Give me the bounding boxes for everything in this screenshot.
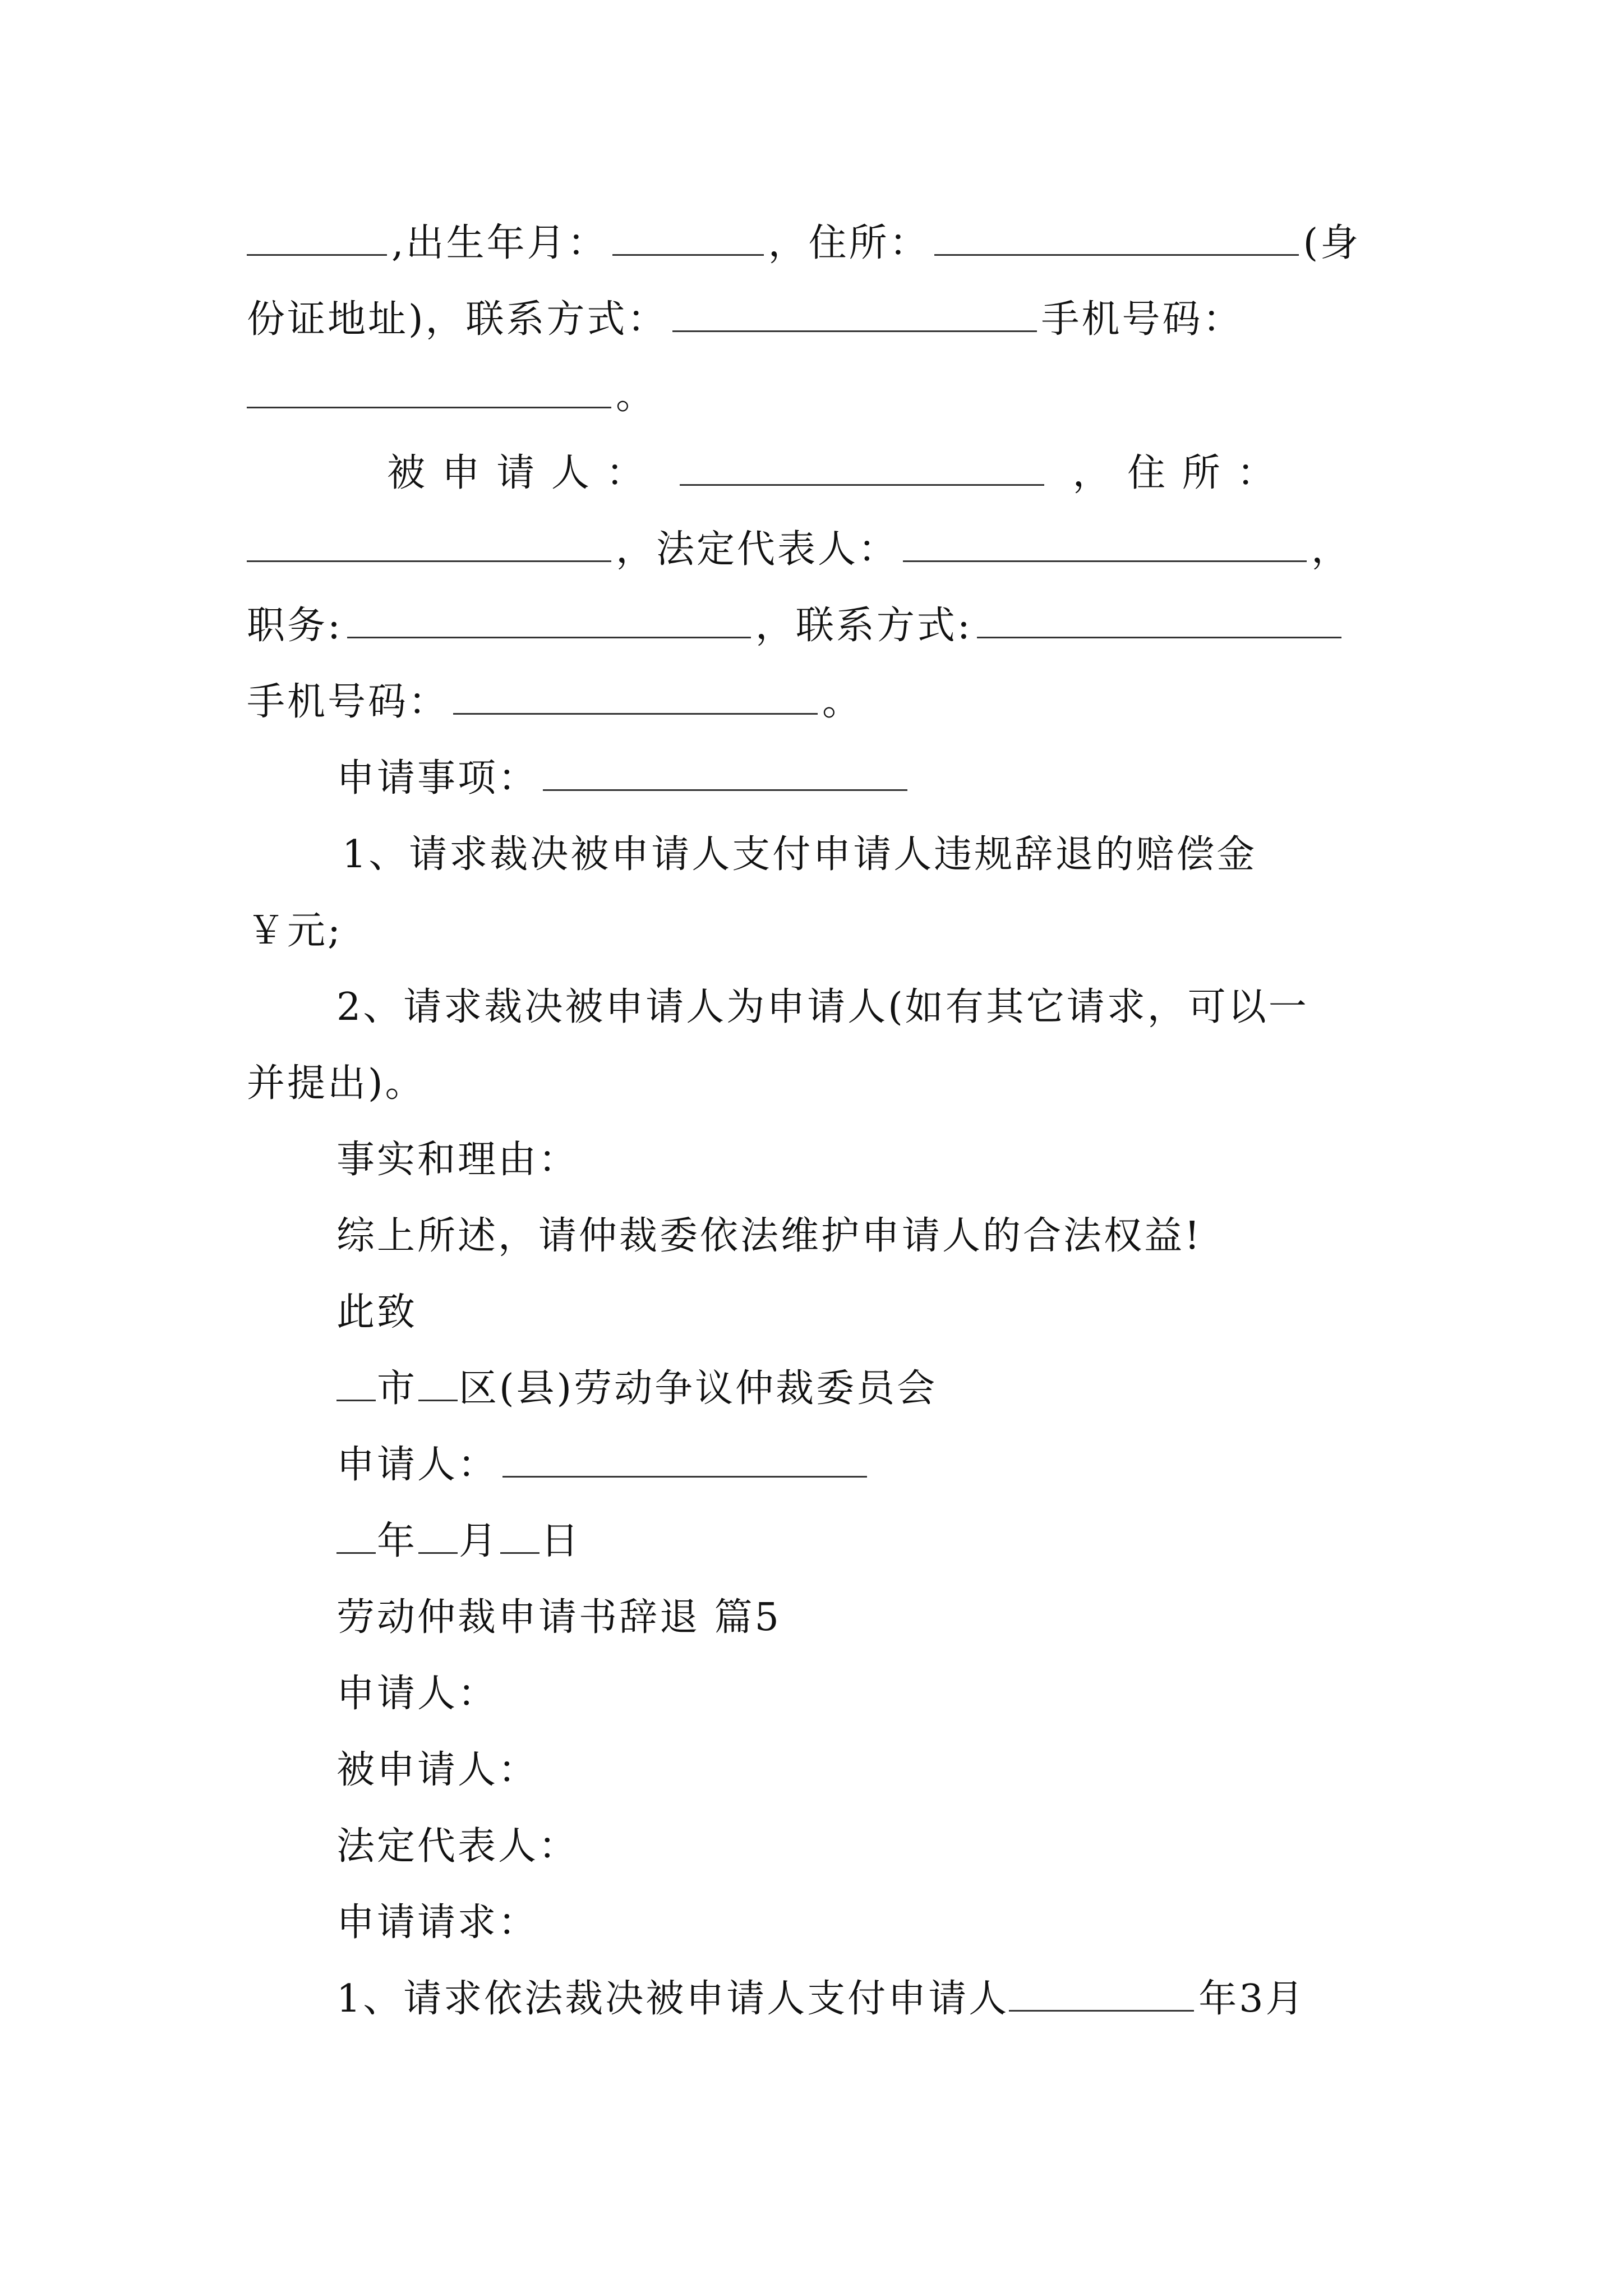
period: 。 — [822, 680, 863, 724]
addressee-line — [336, 1351, 1385, 1427]
day-label: 日 — [541, 1519, 582, 1563]
day-blank[interactable] — [500, 1515, 540, 1554]
applicant-sign-blank[interactable] — [502, 1439, 867, 1478]
date-line — [336, 1503, 1385, 1580]
application-items-label: 申请事项： — [336, 756, 539, 800]
claim-1-line: 1、请求裁决被申请人支付申请人违规辞退的赔偿金 — [342, 832, 1257, 877]
year-blank[interactable] — [336, 1515, 376, 1554]
name-blank[interactable] — [247, 217, 387, 256]
birth-blank[interactable] — [612, 217, 764, 256]
contact-line — [247, 282, 1385, 358]
id-address-contact-label: 份证地址)，联系方式： — [247, 297, 668, 342]
month-label: 月 — [459, 1519, 500, 1563]
claim-1-amount: ￥元; — [247, 909, 343, 953]
application-items-line — [336, 740, 1385, 817]
application-items-blank[interactable] — [543, 752, 907, 791]
period: 。 — [616, 374, 657, 418]
comma: ， — [1311, 527, 1352, 572]
respondent-address-blank[interactable] — [247, 523, 611, 562]
claim-2-line: 2、请求裁决被申请人为申请人(如有其它请求，可以一 — [336, 985, 1309, 1029]
request-1-line — [336, 1961, 1385, 2037]
request-1-date: 年3月 — [1198, 1977, 1306, 2021]
city-label: 市 — [377, 1366, 418, 1411]
respondent-contact-label: ，联系方式: — [755, 604, 972, 648]
respondent-mobile-line — [247, 664, 1385, 740]
month-blank[interactable] — [418, 1515, 458, 1554]
respondent-label: 被 申 请 人 ： — [387, 451, 647, 495]
legal-rep-label-2: 法定代表人： — [336, 1824, 579, 1869]
request-1-text: 1、请求依法裁决被申请人支付申请人 — [336, 1977, 1009, 2021]
committee-label: 区(县)劳动争议仲裁委员会 — [459, 1366, 938, 1411]
application-request-label: 申请请求： — [336, 1901, 539, 1945]
salutation: 此致 — [336, 1290, 418, 1335]
year-label: 年 — [377, 1519, 418, 1563]
applicant-label: 申请人： — [336, 1672, 499, 1716]
position-label: 职务: — [247, 604, 343, 648]
mobile-line — [247, 358, 1385, 434]
legal-rep-blank[interactable] — [903, 523, 1307, 562]
respondent-blank[interactable] — [680, 447, 1044, 486]
address-label: ，住所： — [768, 221, 930, 265]
mobile-label: 手机号码： — [1041, 297, 1243, 342]
conclusion-text: 综上所述，请仲裁委依法维护申请人的合法权益! — [336, 1214, 1202, 1258]
section-title: 劳动仲裁申请书辞退 篇5 — [336, 1595, 781, 1640]
address-blank[interactable] — [934, 217, 1299, 256]
position-line — [247, 588, 1385, 664]
applicant-sign-line — [336, 1427, 1385, 1503]
respondent-address-label: ， 住 所 ： — [1072, 451, 1278, 495]
respondent-line — [387, 435, 1385, 512]
respondent-contact-blank[interactable] — [977, 600, 1341, 638]
district-blank[interactable] — [418, 1363, 458, 1401]
applicant-birth-address-line — [247, 205, 1385, 282]
birth-label: ,出生年月： — [391, 221, 608, 265]
legal-rep-label: ，法定代表人： — [616, 527, 899, 572]
contact-blank[interactable] — [672, 293, 1037, 332]
city-blank[interactable] — [336, 1363, 376, 1401]
request-1-blank[interactable] — [1009, 1973, 1194, 2012]
claim-2-end: 并提出)。 — [247, 1061, 426, 1106]
applicant-sign-label: 申请人： — [336, 1443, 499, 1487]
position-blank[interactable] — [347, 600, 751, 638]
legal-rep-line — [247, 512, 1385, 588]
id-address-open: (身 — [1303, 221, 1361, 265]
respondent-mobile-label: 手机号码： — [247, 680, 449, 724]
mobile-blank[interactable] — [247, 370, 611, 408]
respondent-mobile-blank[interactable] — [453, 676, 818, 715]
respondent-label-2: 被申请人： — [336, 1748, 539, 1792]
facts-reasons-heading: 事实和理由： — [336, 1138, 579, 1182]
